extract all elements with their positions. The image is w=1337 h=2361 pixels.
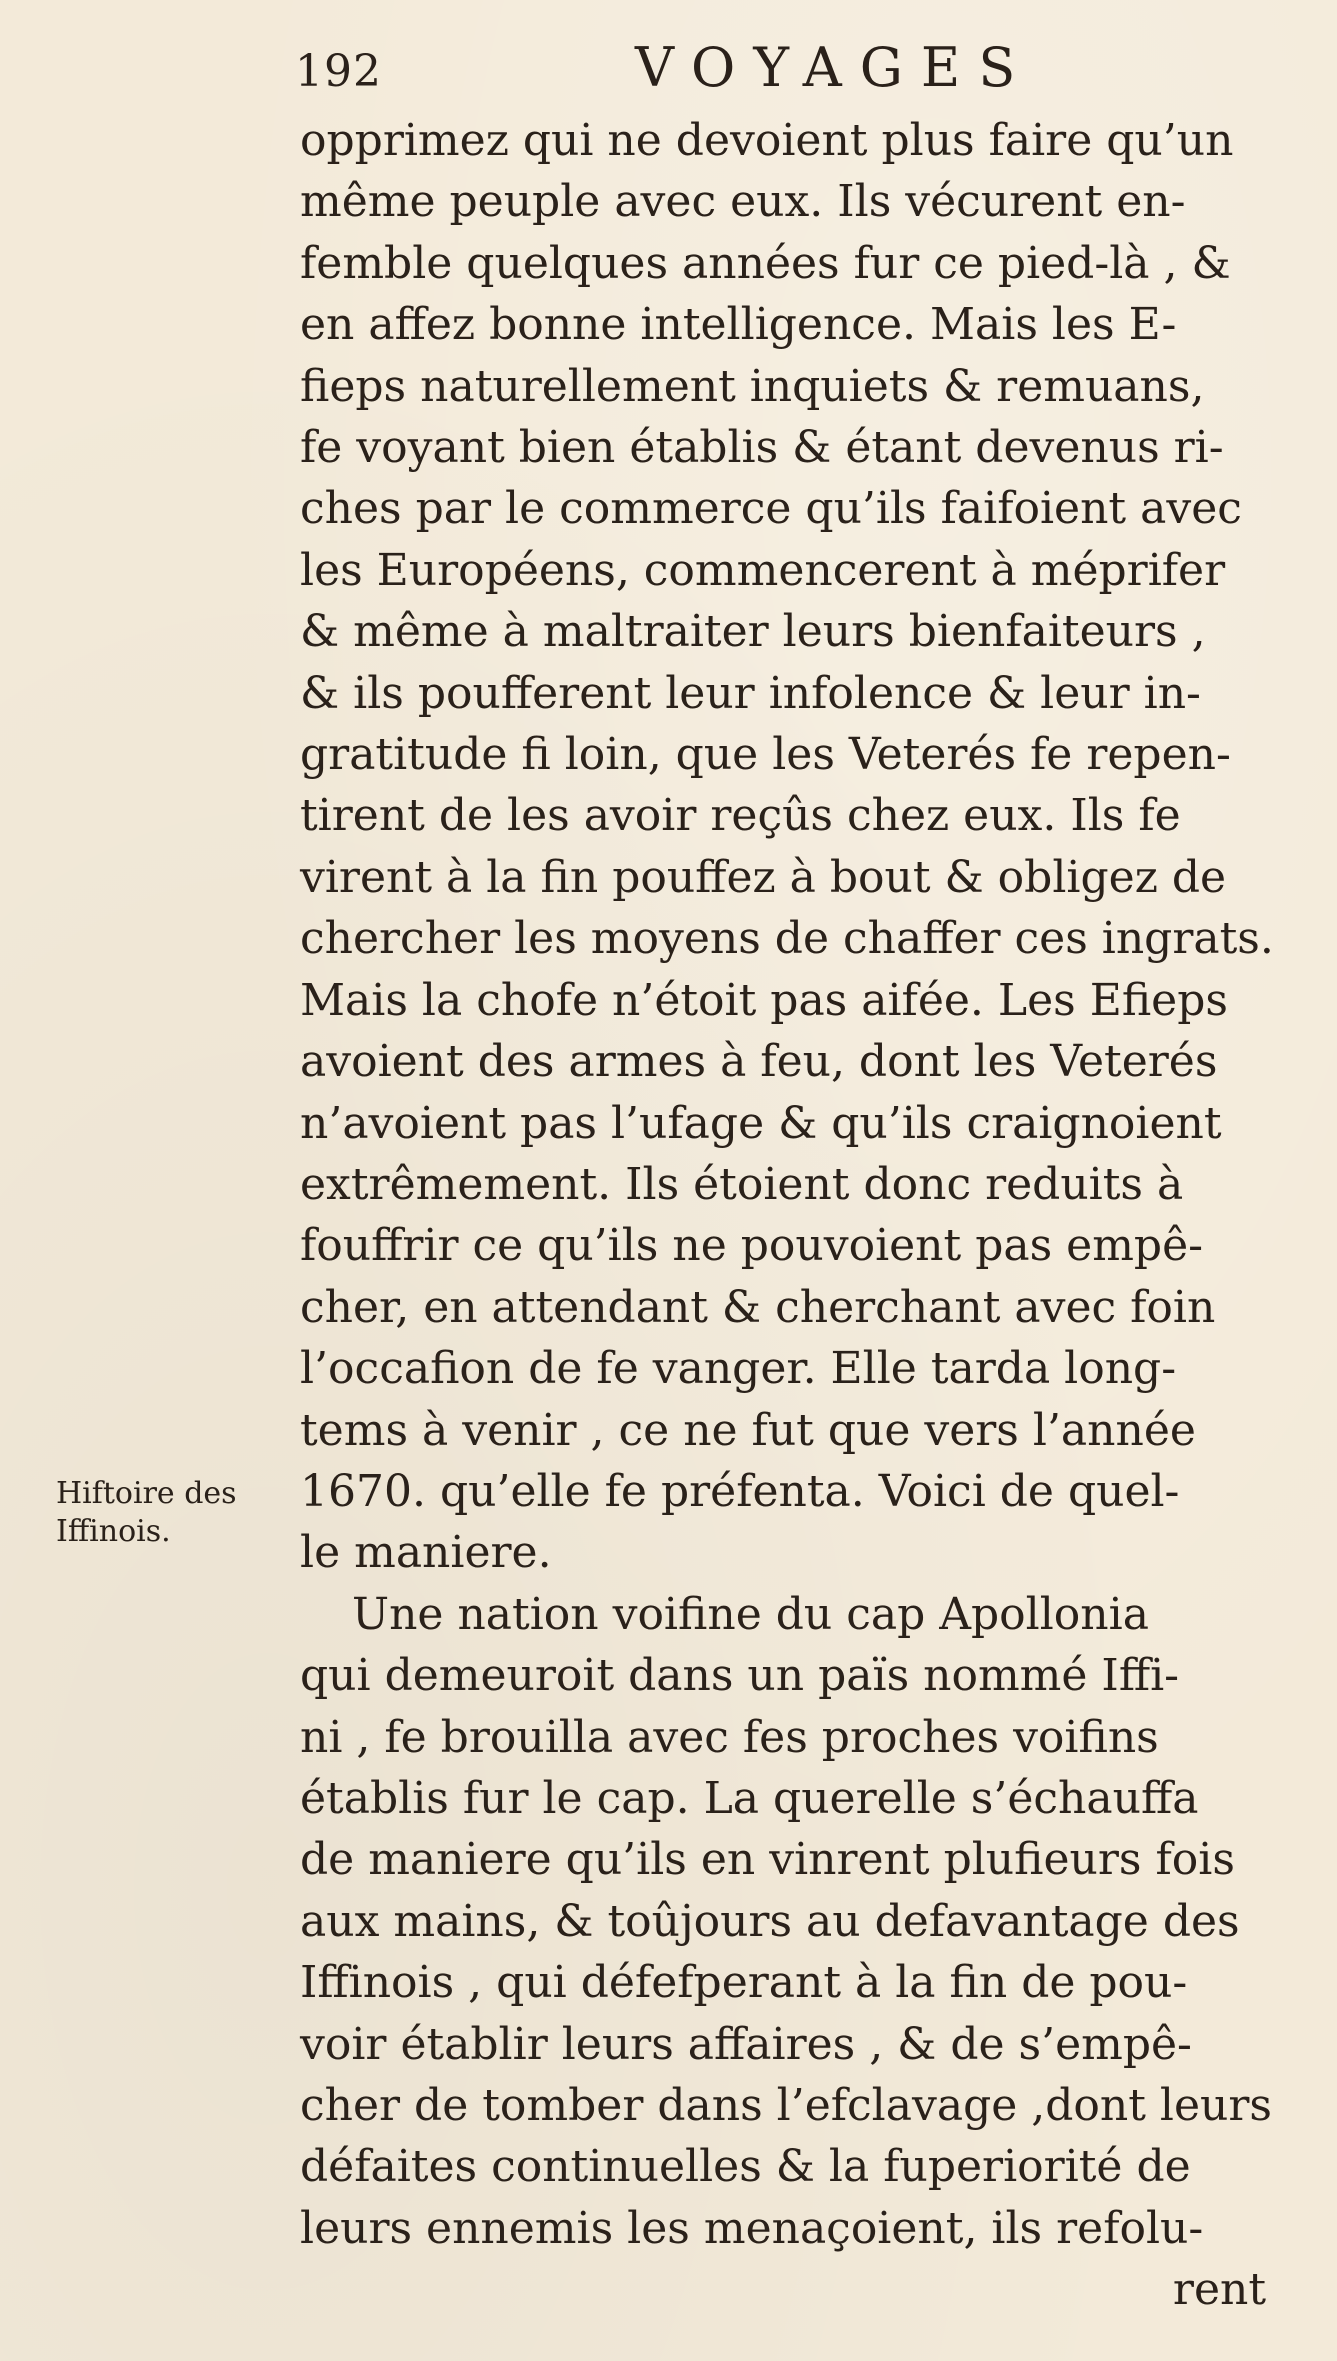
text-line: de maniere qu’ils en vinrent plufieurs fois <box>300 1834 1235 1886</box>
page-number: 192 <box>295 46 382 97</box>
text-line: leurs ennemis les menaçoient, ils refolu- <box>300 2202 1204 2254</box>
page-header <box>0 36 1337 106</box>
text-line: défaites continuelles & la fuperiorité de <box>300 2141 1191 2193</box>
text-line: tems à venir , ce ne fut que vers l’année <box>300 1404 1196 1456</box>
margin-note-line: Hiftoire des <box>56 1476 237 1511</box>
text-line: chercher les moyens de chaffer ces ingrats. <box>300 913 1274 965</box>
text-line: aux mains, & toûjours au defavantage des <box>300 1895 1240 1947</box>
text-line: avoient des armes à feu, dont les Veterés <box>300 1036 1218 1088</box>
text-line: fe voyant bien établis & étant devenus ri- <box>300 422 1224 474</box>
text-line: tirent de les avoir reçûs chez eux. Ils fe <box>300 790 1181 842</box>
text-line: femble quelques années fur ce pied-là , & <box>300 237 1231 289</box>
text-line: & ils poufferent leur infolence & leur in- <box>300 667 1201 719</box>
text-line: même peuple avec eux. Ils vécurent en- <box>300 176 1186 228</box>
text-line: opprimez qui ne devoient plus faire qu’un <box>300 115 1234 166</box>
paragraph-start-line: Une nation voifine du cap Apollonia <box>352 1588 1149 1640</box>
text-line: en affez bonne intelligence. Mais les E- <box>300 299 1177 351</box>
text-line: les Européens, commencerent à méprifer <box>300 544 1226 596</box>
text-line: l’occafion de fe vanger. Elle tarda long- <box>300 1343 1177 1395</box>
text-line: ches par le commerce qu’ils faifoient avec <box>300 483 1242 535</box>
text-line: ni , fe brouilla avec fes proches voifins <box>300 1711 1159 1763</box>
text-line: établis fur le cap. La querelle s’échauffa <box>300 1772 1199 1824</box>
text-line: & même à maltraiter leurs bienfaiteurs , <box>300 606 1206 658</box>
running-title: VOYAGES <box>635 36 1034 99</box>
text-line: le maniere. <box>300 1527 552 1579</box>
text-line: cher de tomber dans l’efclavage ,dont leurs <box>300 2080 1272 2131</box>
text-line: fieps naturellement inquiets & remuans, <box>300 360 1205 412</box>
text-line: 1670. qu’elle fe préfenta. Voici de quel- <box>300 1465 1180 1517</box>
text-line: fouffrir ce qu’ils ne pouvoient pas empê- <box>300 1220 1203 1272</box>
text-line: gratitude fi loin, que les Veterés fe repen- <box>300 729 1231 781</box>
text-line: voir établir leurs affaires , & de s’empê- <box>300 2018 1192 2070</box>
margin-note <box>56 1475 306 1551</box>
text-line: virent à la fin pouffez à bout & obligez de <box>300 851 1227 903</box>
catchword: rent <box>1172 2264 1266 2316</box>
text-line: Iffinois , qui défefperant à la fin de pou- <box>300 1957 1188 2009</box>
text-line: Mais la chofe n’étoit pas aifée. Les Efieps <box>300 974 1228 1026</box>
margin-note-line: Iffinois. <box>56 1514 171 1549</box>
main-text-block <box>300 110 1290 2321</box>
text-line: qui demeuroit dans un païs nommé Iffi- <box>300 1650 1180 1702</box>
text-line: n’avoient pas l’ufage & qu’ils craignoient <box>300 1097 1222 1149</box>
text-line: cher, en attendant & cherchant avec foin <box>300 1281 1216 1333</box>
text-line: extrêmement. Ils étoient donc reduits à <box>300 1158 1184 1210</box>
